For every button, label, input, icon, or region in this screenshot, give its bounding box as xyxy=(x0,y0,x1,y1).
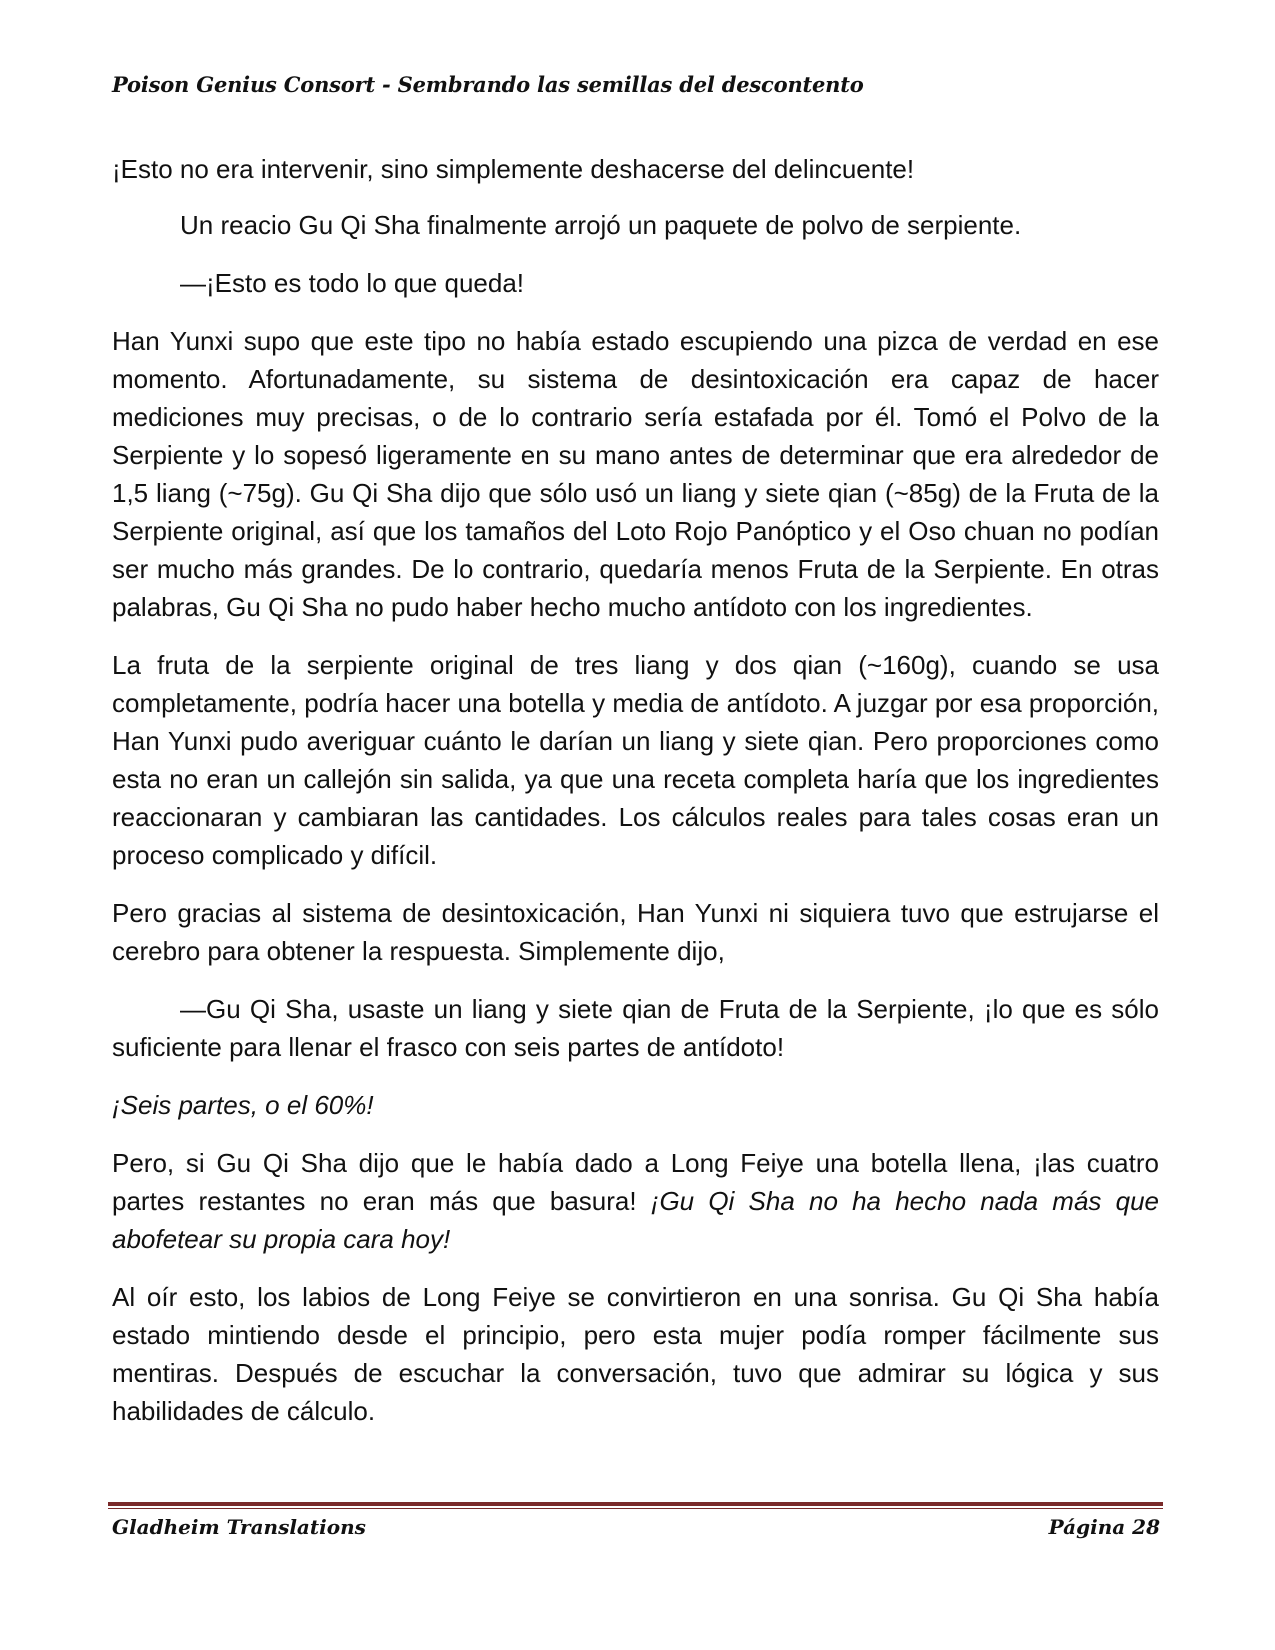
paragraph-8-italic: ¡Seis partes, o el 60%! xyxy=(112,1090,374,1120)
paragraph-7-dialogue: —Gu Qi Sha, usaste un liang y siete qian de Fruta de la Serpiente, ¡lo que es sólo suficiente para llenar el frasco con seis partes de antídoto! xyxy=(112,994,1159,1062)
paragraph-9 xyxy=(112,1144,1159,1258)
paragraph-10: Al oír esto, los labios de Long Feiye se convirtieron en una sonrisa. Gu Qi Sha había estado mintiendo desde el principio, pero esta mujer podía romper fácilmente sus mentiras. Después de escuchar la conversación, tuvo que admirar su lógica y sus habilidades de cálculo. xyxy=(112,1282,1159,1426)
paragraph-1: ¡Esto no era intervenir, sino simplemente deshacerse del delincuente! xyxy=(112,154,915,184)
paragraph-4: Han Yunxi supo que este tipo no había estado escupiendo una pizca de verdad en ese momento. Afortunadamente, su sistema de desintoxicación era capaz de hacer mediciones muy precisas, o de lo contrario sería estafada por él. Tomó el Polvo de la Serpiente y lo sopesó ligeramente en su mano antes de determinar que era alrededor de 1,5 liang (~75g). Gu Qi Sha dijo que sólo usó un liang y siete qian (~85g) de la Fruta de la Serpiente original, así que los tamaños del Loto Rojo Panóptico y el Oso chuan no podían ser mucho más grandes. De lo contrario, quedaría menos Fruta de la Serpiente. En otras palabras, Gu Qi Sha no pudo haber hecho mucho antídoto con los ingredientes. xyxy=(112,326,1159,622)
footer-page-number: Página 28 xyxy=(1048,1515,1160,1539)
footer-publisher: Gladheim Translations xyxy=(112,1515,366,1539)
paragraph-9-italic: ¡Gu Qi Sha no ha hecho nada más que abofetear su propia cara hoy! xyxy=(112,1186,1159,1254)
page-header-title: Poison Genius Consort - Sembrando las semillas del descontento xyxy=(112,72,864,97)
paragraph-9-plain: Pero, si Gu Qi Sha dijo que le había dado a Long Feiye una botella llena, ¡las cuatro partes restantes no eran más que basura! xyxy=(112,1148,1159,1216)
page-body xyxy=(112,150,1159,1450)
paragraph-6: Pero gracias al sistema de desintoxicación, Han Yunxi ni siquiera tuvo que estrujarse el cerebro para obtener la respuesta. Simplemente dijo, xyxy=(112,898,1159,966)
footer-rule xyxy=(108,1502,1163,1506)
paragraph-2: Un reacio Gu Qi Sha finalmente arrojó un paquete de polvo de serpiente. xyxy=(180,210,1022,240)
paragraph-3-dialogue: —¡Esto es todo lo que queda! xyxy=(180,268,525,298)
footer-rule-thin xyxy=(108,1508,1163,1509)
paragraph-5: La fruta de la serpiente original de tres liang y dos qian (~160g), cuando se usa completamente, podría hacer una botella y media de antídoto. A juzgar por esa proporción, Han Yunxi pudo averiguar cuánto le darían un liang y siete qian. Pero proporciones como esta no eran un callejón sin salida, ya que una receta completa haría que los ingredientes reaccionaran y cambiaran las cantidades. Los cálculos reales para tales cosas eran un proceso complicado y difícil. xyxy=(112,650,1159,870)
